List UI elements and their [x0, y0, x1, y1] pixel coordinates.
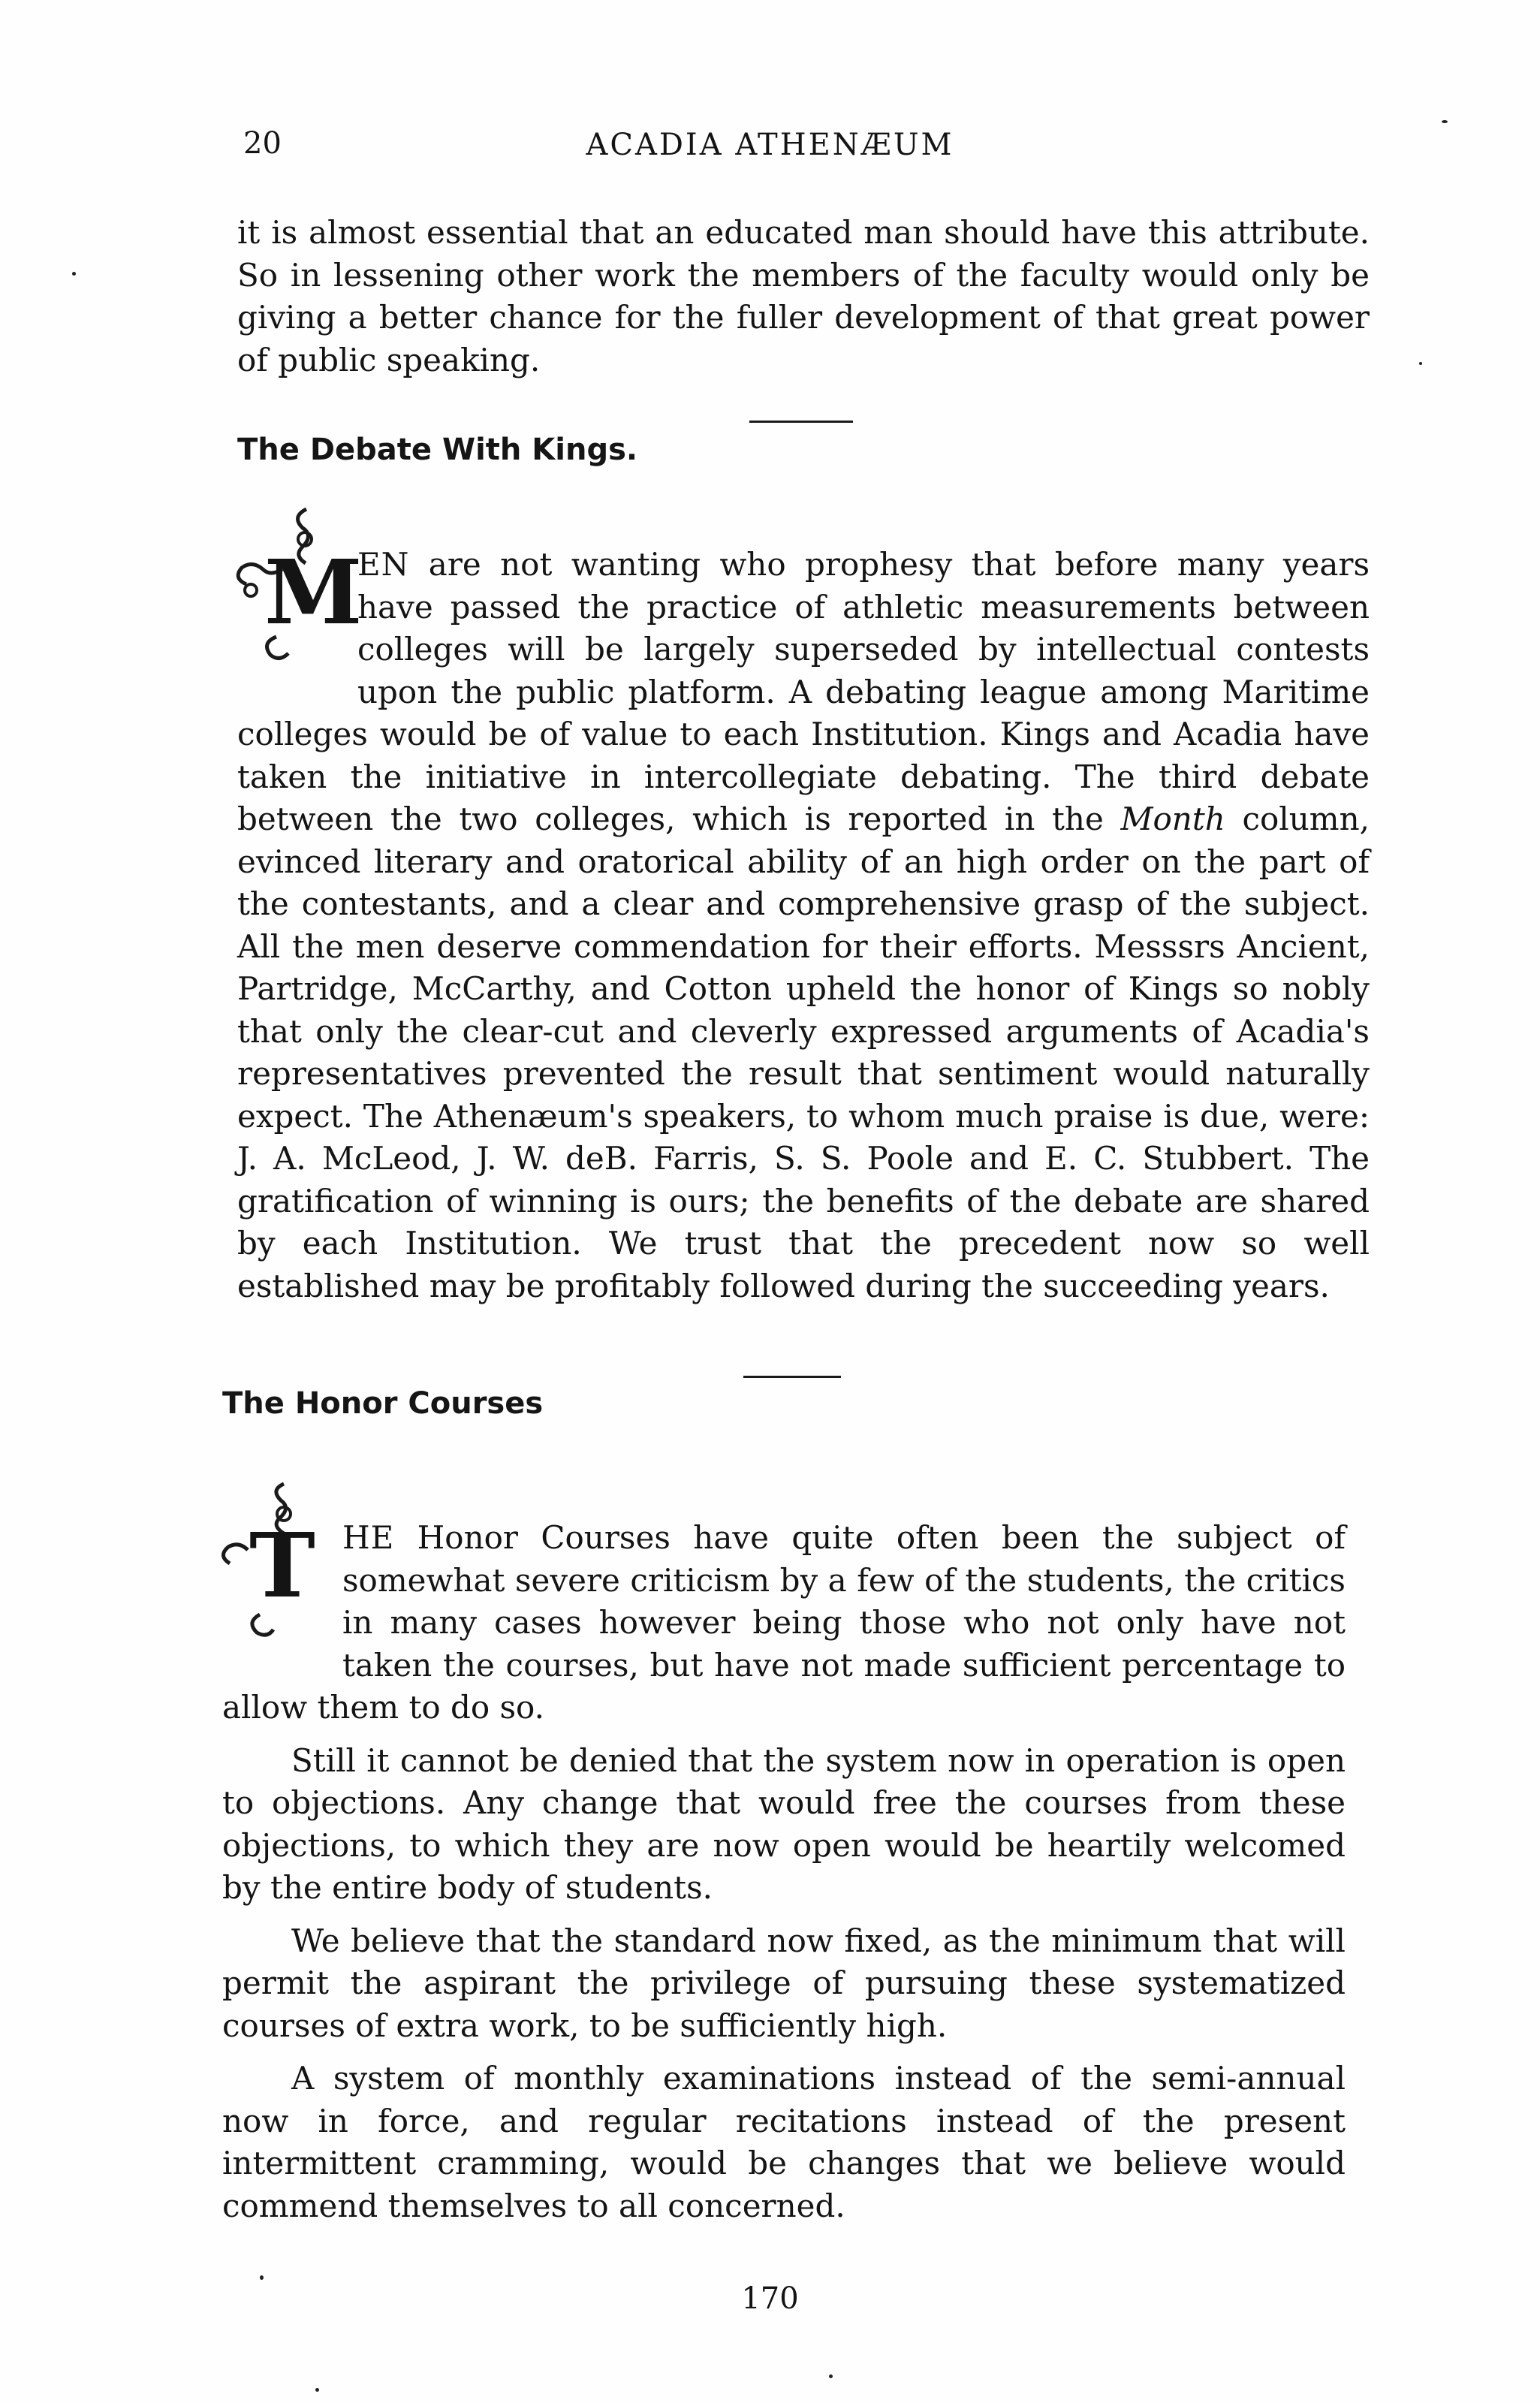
scan-speck — [1419, 362, 1422, 365]
honor-paragraph-4: A system of monthly examinations instead of the semi-annual now in force, and regular recitations instead of the present intermittent cramming, would be changes that we believe would commend themselves to all concerned. — [222, 2060, 1346, 2224]
debate-section-body — [237, 540, 1370, 1307]
dropcap-letter-m: M — [264, 540, 363, 644]
honor-courses-section-body — [222, 1513, 1346, 2227]
honor-paragraph-3: We believe that the standard now fixed, as the minimum that will permit the aspirant the privilege of pursuing these systematized courses of extra work, to be sufficiently high. — [222, 1922, 1346, 2044]
ornamental-dropcap-t — [216, 1513, 330, 1646]
scan-speck — [1442, 120, 1448, 123]
honor-text-1: Honor Courses have quite often been the subject of somewhat severe criticism by a few of the students, the critics in many cases however being those who not only have not taken the courses, but have not made sufficient percentage to allow them to do so. — [222, 1519, 1346, 1726]
honor-paragraph-1 — [222, 1513, 1346, 1729]
honor-paragraph-2: Still it cannot be denied that the system now in operation is open to objections. Any change that would free the courses from these objections, to which they are now open would be heartily welcomed by the entire body of students. — [222, 1741, 1346, 1906]
intro-paragraph-block — [237, 212, 1370, 381]
page-number-bottom: 170 — [741, 2281, 799, 2316]
section-divider-2 — [743, 1376, 841, 1378]
section-heading-debate: The Debate With Kings. — [237, 433, 638, 467]
debate-paragraph — [237, 540, 1370, 1307]
scan-speck — [72, 272, 76, 276]
dropcap-letter-t: T — [249, 1513, 315, 1618]
section-heading-honor-courses: The Honor Courses — [222, 1386, 544, 1421]
scan-speck — [829, 2374, 833, 2378]
debate-text-part-1: are not wanting who prophesy that before many years have passed the practice of athletic measurements between colleges will be largely superseded by intellectual contests upon the public platform. A debating league among Maritime colleges would be of value to each Institution. Kings and Acadia have taken the initiative in intercollegiate debating. The third debate between the two colleges, which is reported in the — [237, 546, 1370, 837]
running-header — [0, 126, 1540, 171]
ornamental-dropcap-m — [231, 540, 363, 673]
section-divider-1 — [749, 421, 853, 423]
first-word-rest: EN — [357, 546, 410, 583]
month-column-italic: Month — [1120, 800, 1225, 837]
intro-paragraph: it is almost essential that an educated man should have this attribute. So in lessening other work the members of the faculty would only be giving a better chance for the fuller development of that great power of public speaking. — [237, 214, 1370, 378]
scan-speck — [315, 2388, 319, 2392]
scan-speck — [260, 2275, 264, 2280]
page-number-top: 20 — [243, 126, 282, 161]
journal-title: ACADIA ATHENÆUM — [586, 128, 954, 162]
debate-text-part-2: column, evinced literary and oratorical ability of an high order on the part of the contestants, and a clear and comprehensive grasp of the subject. All the men deserve commendation for their efforts. Messsrs Ancient, Partridge, McCarthy, and Cotton upheld the honor of Kings so nobly that only the clear-cut and cleverly expressed arguments of Acadia's representatives prevented the result that sentiment would naturally expect. The Athenæum's speakers, to whom much praise is due, were: J. A. McLeod, J. W. deB. Farris, S. S. Poole and E. C. Stubbert. The gratification of winning is ours; the benefits of the debate are shared by each Institution. We trust that the precedent now so well established may be profitably followed during the succeeding years. — [237, 800, 1370, 1304]
first-word-rest: HE — [342, 1519, 395, 1556]
